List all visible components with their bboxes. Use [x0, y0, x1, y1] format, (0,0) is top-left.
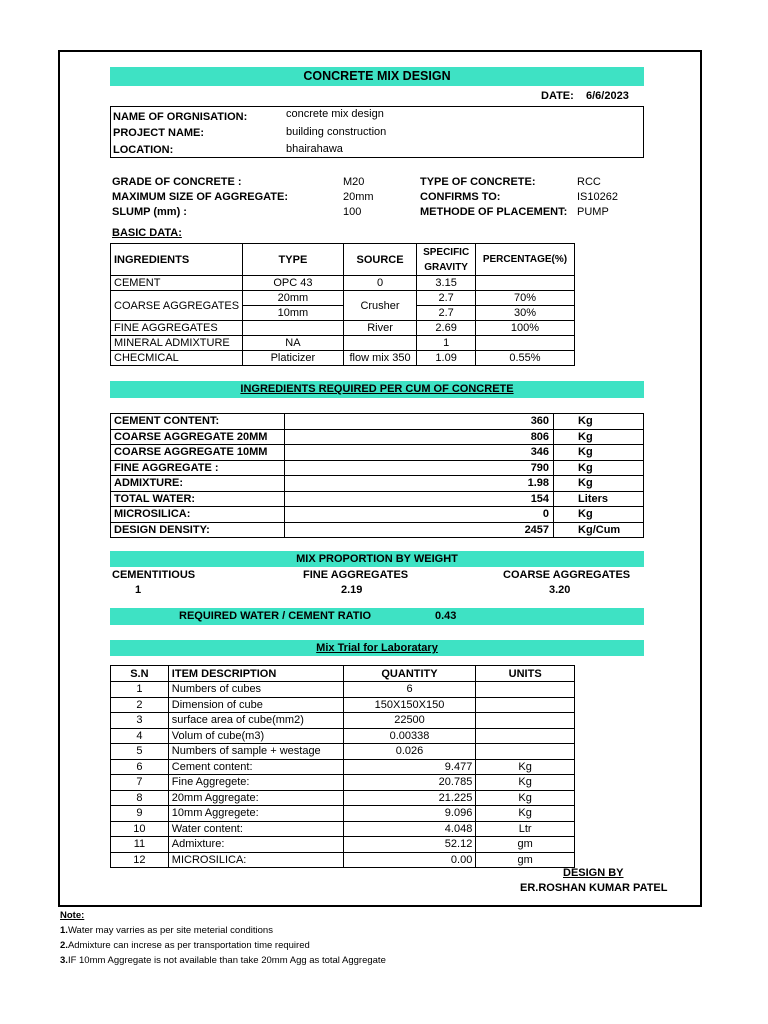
table-row [111, 852, 575, 868]
placement-value: PUMP [577, 206, 609, 218]
project-name-value: building construction [286, 126, 387, 138]
design-by-label: DESIGN BY [563, 867, 624, 879]
table-row [111, 728, 575, 744]
table-row [111, 713, 575, 729]
ingredient-label: TOTAL WATER: [111, 491, 285, 507]
header-ingredients: INGREDIENTS [111, 244, 243, 276]
basic-data-title: BASIC DATA: [112, 227, 182, 239]
trial-unit: Kg [476, 775, 575, 791]
table-row [111, 682, 575, 698]
table-row [111, 321, 575, 336]
table-row [111, 351, 575, 366]
trial-quantity: 9.096 [343, 806, 476, 822]
ingredient-value: 154 [284, 491, 553, 507]
table-row [111, 837, 575, 853]
trial-quantity: 0.00 [343, 852, 476, 868]
trial-unit: Kg [476, 806, 575, 822]
header-quantity: QUANTITY [343, 666, 476, 682]
trial-sn: 4 [111, 728, 169, 744]
coarse-ratio-label: COARSE AGGREGATES [503, 569, 631, 581]
cell-sg: 1 [417, 336, 476, 351]
table-row [111, 414, 644, 430]
ingredient-value: 1.98 [284, 476, 553, 492]
header-sg-line1: SPECIFIC [423, 246, 470, 258]
ingredient-label: DESIGN DENSITY: [111, 522, 285, 538]
cell-pct: 70% [475, 291, 574, 306]
table-row [111, 790, 575, 806]
trial-unit [476, 744, 575, 760]
cell-type: NA [243, 336, 344, 351]
date-value: 6/6/2023 [586, 90, 629, 102]
ingredient-unit: Kg [554, 414, 644, 430]
note-number: 3. [60, 955, 68, 966]
wc-ratio-bar [110, 608, 644, 625]
header-source: SOURCE [343, 244, 417, 276]
trial-sn: 7 [111, 775, 169, 791]
note-item [60, 953, 386, 968]
cell-source: flow mix 350 [343, 351, 417, 366]
slump-value: 100 [343, 206, 362, 218]
trial-description: Admixture: [168, 837, 343, 853]
table-row [111, 476, 644, 492]
cell-type: 20mm [243, 291, 344, 306]
trial-description: Water content: [168, 821, 343, 837]
title-bar [110, 67, 644, 86]
proportion-title: MIX PROPORTION BY WEIGHT [296, 553, 458, 565]
confirms-value: IS10262 [577, 191, 618, 203]
ingredient-label: CEMENT CONTENT: [111, 414, 285, 430]
note-text: Admixture can increse as per transportation time required [67, 940, 310, 951]
ingredient-unit: Kg [554, 476, 644, 492]
cell-source: Crusher [343, 291, 417, 321]
trial-description: Volum of cube(m3) [168, 728, 343, 744]
ingredient-unit: Kg [554, 460, 644, 476]
cell-sg: 2.7 [417, 306, 476, 321]
header-type: TYPE [243, 244, 344, 276]
trial-quantity: 4.048 [343, 821, 476, 837]
table-row [111, 775, 575, 791]
note-text: IF 10mm Aggregate is not available than take 20mm Agg as total Aggregate [67, 955, 386, 966]
header-units: UNITS [476, 666, 575, 682]
table-row [111, 491, 644, 507]
fine-ratio-label: FINE AGGREGATES [303, 569, 409, 581]
ingredient-unit: Kg [554, 429, 644, 445]
cell-pct: 100% [475, 321, 574, 336]
trial-quantity: 150X150X150 [343, 697, 476, 713]
table-row [111, 744, 575, 760]
coarse-ratio-value: 3.20 [549, 584, 571, 596]
org-label: NAME OF ORGNISATION: [113, 111, 248, 123]
table-row [111, 291, 575, 306]
ingredient-unit: Liters [554, 491, 644, 507]
notes-title: Note: [60, 910, 85, 921]
ingredient-label: MICROSILICA: [111, 507, 285, 523]
page-title: CONCRETE MIX DESIGN [303, 69, 451, 83]
ingredient-value: 360 [284, 414, 553, 430]
header-sn: S.N [111, 666, 169, 682]
cell-name: CEMENT [111, 276, 243, 291]
note-item [60, 938, 386, 953]
cell-pct: 30% [475, 306, 574, 321]
notes-section [60, 908, 386, 968]
trial-sn: 6 [111, 759, 169, 775]
header-specific-gravity [417, 244, 476, 276]
table-row [111, 336, 575, 351]
slump-label: SLUMP (mm) : [112, 206, 187, 218]
trial-unit [476, 697, 575, 713]
cell-type [243, 321, 344, 336]
cell-pct [475, 276, 574, 291]
header-description: ITEM DESCRIPTION [168, 666, 343, 682]
ingredient-value: 790 [284, 460, 553, 476]
trial-sn: 2 [111, 697, 169, 713]
trial-description: Numbers of sample + westage [168, 744, 343, 760]
ingredient-unit: Kg [554, 507, 644, 523]
ingredient-value: 0 [284, 507, 553, 523]
wc-ratio-label: REQUIRED WATER / CEMENT RATIO [179, 610, 372, 622]
table-row [111, 244, 575, 276]
cell-sg: 1.09 [417, 351, 476, 366]
trial-sn: 8 [111, 790, 169, 806]
table-row [111, 460, 644, 476]
trial-description: Fine Aggregete: [168, 775, 343, 791]
cell-type: 10mm [243, 306, 344, 321]
location-value: bhairahawa [286, 143, 343, 155]
trial-quantity: 0.00338 [343, 728, 476, 744]
org-value: concrete mix design [286, 108, 384, 120]
trial-quantity: 22500 [343, 713, 476, 729]
cell-source: River [343, 321, 417, 336]
max-size-label: MAXIMUM SIZE OF AGGREGATE: [112, 191, 288, 203]
table-row [111, 697, 575, 713]
note-number: 2. [60, 940, 68, 951]
note-text: Water may varries as per site meterial conditions [67, 925, 273, 936]
cell-sg: 2.69 [417, 321, 476, 336]
cell-pct: 0.55% [475, 351, 574, 366]
table-row [111, 445, 644, 461]
designer-name: ER.ROSHAN KUMAR PATEL [520, 882, 668, 894]
trial-quantity: 9.477 [343, 759, 476, 775]
trial-unit: Kg [476, 790, 575, 806]
trial-description: Numbers of cubes [168, 682, 343, 698]
ingredient-label: FINE AGGREGATE : [111, 460, 285, 476]
trial-sn: 11 [111, 837, 169, 853]
trial-description: Dimension of cube [168, 697, 343, 713]
ingredients-title: INGREDIENTS REQUIRED PER CUM OF CONCRETE [240, 383, 514, 395]
ingredient-value: 806 [284, 429, 553, 445]
trial-sn: 9 [111, 806, 169, 822]
note-number: 1. [60, 925, 68, 936]
wc-ratio-value: 0.43 [435, 610, 457, 622]
cell-name: CHECMICAL [111, 351, 243, 366]
ingredients-title-bar [110, 381, 644, 398]
trial-description: surface area of cube(mm2) [168, 713, 343, 729]
trial-unit [476, 713, 575, 729]
ingredient-label: ADMIXTURE: [111, 476, 285, 492]
trial-sn: 10 [111, 821, 169, 837]
cell-source [343, 336, 417, 351]
date-label: DATE: [541, 90, 574, 102]
table-row [111, 429, 644, 445]
trial-quantity: 20.785 [343, 775, 476, 791]
proportion-title-bar [110, 551, 644, 567]
cell-type: Platicizer [243, 351, 344, 366]
table-row [111, 276, 575, 291]
trial-quantity: 0.026 [343, 744, 476, 760]
type-label: TYPE OF CONCRETE: [420, 176, 536, 188]
table-row [111, 666, 575, 682]
cell-type: OPC 43 [243, 276, 344, 291]
type-value: RCC [577, 176, 601, 188]
cell-name: MINERAL ADMIXTURE [111, 336, 243, 351]
location-label: LOCATION: [113, 144, 174, 156]
trial-title: Mix Trial for Laboratary [316, 642, 438, 654]
trial-description: Cement content: [168, 759, 343, 775]
cementitious-value: 1 [135, 584, 142, 596]
ingredient-value: 346 [284, 445, 553, 461]
ingredient-unit: Kg [554, 445, 644, 461]
trial-sn: 5 [111, 744, 169, 760]
trial-unit: Ltr [476, 821, 575, 837]
trial-description: MICROSILICA: [168, 852, 343, 868]
trial-description: 10mm Aggregete: [168, 806, 343, 822]
ingredient-label: COARSE AGGREGATE 20MM [111, 429, 285, 445]
trial-sn: 3 [111, 713, 169, 729]
trial-title-bar [110, 640, 644, 656]
cell-source: 0 [343, 276, 417, 291]
cell-pct [475, 336, 574, 351]
note-item [60, 923, 386, 938]
trial-unit: gm [476, 852, 575, 868]
trial-quantity: 21.225 [343, 790, 476, 806]
header-percentage: PERCENTAGE(%) [475, 244, 574, 276]
trial-unit [476, 682, 575, 698]
fine-ratio-value: 2.19 [341, 584, 363, 596]
cell-sg: 3.15 [417, 276, 476, 291]
grade-value: M20 [343, 176, 365, 188]
cell-name: FINE AGGREGATES [111, 321, 243, 336]
trial-unit [476, 728, 575, 744]
ingredient-unit: Kg/Cum [554, 522, 644, 538]
table-row [111, 522, 644, 538]
cementitious-label: CEMENTITIOUS [112, 569, 196, 581]
ingredients-table [110, 413, 644, 538]
cell-sg: 2.7 [417, 291, 476, 306]
basic-data-table [110, 243, 575, 366]
confirms-label: CONFIRMS TO: [420, 191, 501, 203]
ingredient-label: COARSE AGGREGATE 10MM [111, 445, 285, 461]
table-row [111, 806, 575, 822]
trial-description: 20mm Aggregate: [168, 790, 343, 806]
trial-sn: 1 [111, 682, 169, 698]
trial-unit: gm [476, 837, 575, 853]
cell-name: COARSE AGGREGATES [111, 291, 243, 321]
trial-table [110, 665, 575, 868]
table-row [111, 759, 575, 775]
trial-sn: 12 [111, 852, 169, 868]
trial-unit: Kg [476, 759, 575, 775]
placement-label: METHODE OF PLACEMENT: [420, 206, 568, 218]
project-info-box [110, 106, 644, 158]
trial-quantity: 6 [343, 682, 476, 698]
grade-label: GRADE OF CONCRETE : [112, 176, 242, 188]
trial-quantity: 52.12 [343, 837, 476, 853]
table-row [111, 821, 575, 837]
project-name-label: PROJECT NAME: [113, 127, 205, 139]
ingredient-value: 2457 [284, 522, 553, 538]
header-sg-line2: GRAVITY [424, 261, 468, 273]
table-row [111, 507, 644, 523]
max-size-value: 20mm [343, 191, 374, 203]
